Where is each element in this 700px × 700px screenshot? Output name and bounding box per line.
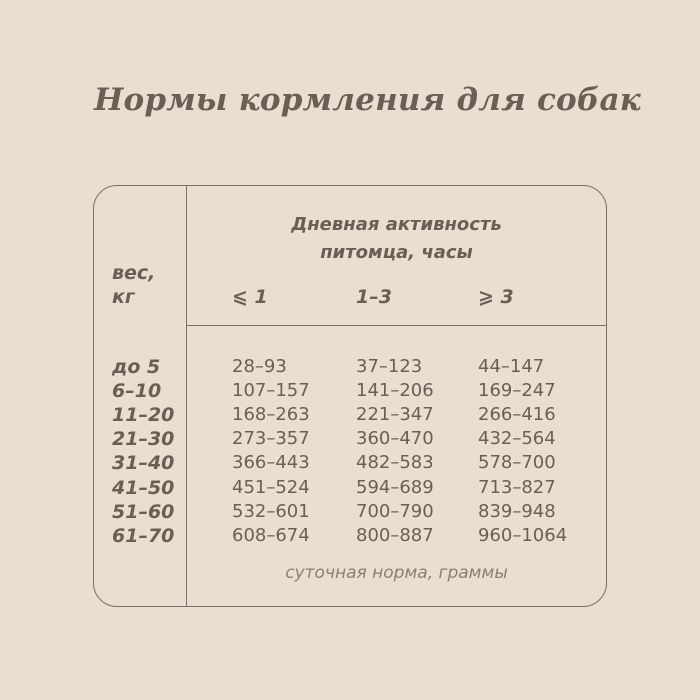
row-weight: 11–20 (112, 404, 175, 426)
cell-high: 839–948 (478, 501, 556, 522)
cell-high: 44–147 (478, 356, 545, 377)
cell-mid: 141–206 (356, 380, 434, 401)
column-header-high: ⩾ 3 (478, 286, 514, 308)
activity-header-line1: Дневная активность (291, 214, 502, 235)
cell-high: 432–564 (478, 428, 556, 449)
row-weight: 41–50 (112, 477, 175, 499)
cell-mid: 221–347 (356, 404, 434, 425)
row-weight: 51–60 (112, 501, 175, 523)
cell-low: 28–93 (232, 356, 287, 377)
cell-low: 168–263 (232, 404, 310, 425)
row-weight: 6–10 (112, 380, 162, 402)
column-header-mid: 1–3 (356, 286, 392, 308)
weight-header-label: вес, (112, 262, 156, 284)
cell-mid: 800–887 (356, 525, 434, 546)
cell-high: 960–1064 (478, 525, 568, 546)
cell-low: 532–601 (232, 501, 310, 522)
activity-header-line2: питомца, часы (320, 242, 473, 263)
column-header-low: ⩽ 1 (232, 286, 268, 308)
cell-high: 169–247 (478, 380, 556, 401)
cell-low: 107–157 (232, 380, 310, 401)
page-title: Нормы кормления для собак (94, 82, 641, 118)
cell-low: 608–674 (232, 525, 310, 546)
row-weight: 61–70 (112, 525, 175, 547)
weight-unit-label: кг (112, 286, 135, 308)
cell-mid: 360–470 (356, 428, 434, 449)
header-divider (187, 325, 606, 326)
cell-mid: 482–583 (356, 452, 434, 473)
cell-low: 451–524 (232, 477, 310, 498)
cell-mid: 37–123 (356, 356, 423, 377)
row-weight: до 5 (112, 356, 161, 378)
cell-mid: 594–689 (356, 477, 434, 498)
cell-high: 578–700 (478, 452, 556, 473)
cell-low: 273–357 (232, 428, 310, 449)
row-weight: 31–40 (112, 452, 175, 474)
cell-high: 266–416 (478, 404, 556, 425)
table-footer-note: суточная норма, граммы (285, 563, 508, 583)
cell-mid: 700–790 (356, 501, 434, 522)
row-weight: 21–30 (112, 428, 175, 450)
cell-high: 713–827 (478, 477, 556, 498)
cell-low: 366–443 (232, 452, 310, 473)
